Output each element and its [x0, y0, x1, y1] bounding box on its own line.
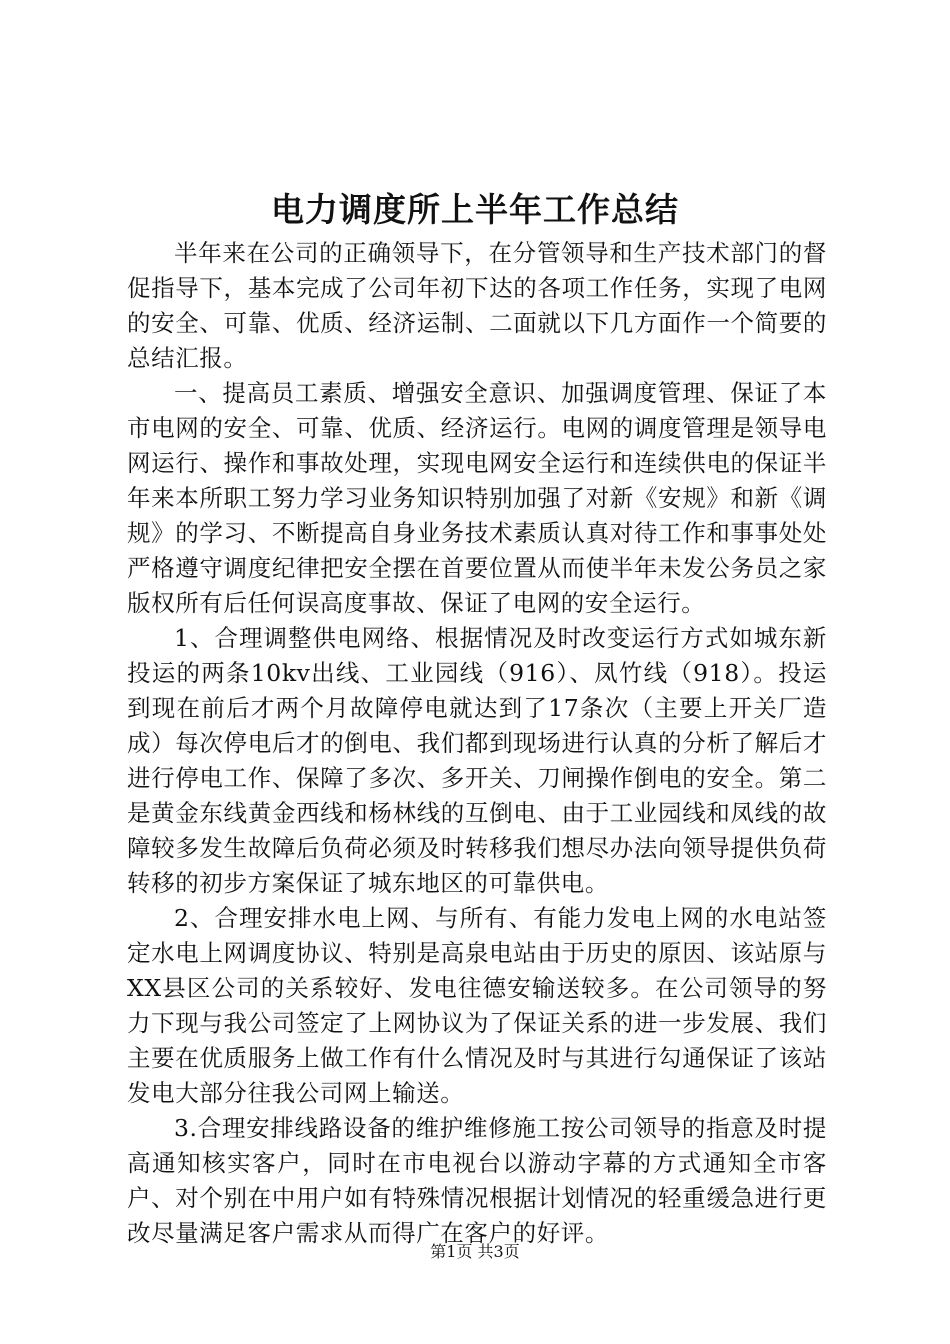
- document-body: [127, 236, 827, 1251]
- paragraph-section-1: 一、提高员工素质、增强安全意识、加强调度管理、保证了本市电网的安全、可靠、优质、经济运行。电网的调度管理是领导电网运行、操作和事故处理，实现电网安全运行和连续供电的保证半年来本所职工努力学习业务知识特别加强了对新《安规》和新《调规》的学习、不断提高自身业务技术素质认真对待工作和事事处处严格遵守调度纪律把安全摆在首要位置从而使半年未发公务员之家版权所有后任何误高度事故、保证了电网的安全运行。: [127, 379, 827, 617]
- paragraph-item-2: 2、合理安排水电上网、与所有、有能力发电上网的水电站签定水电上网调度协议、特别是高泉电站由于历史的原因、该站原与XX县区公司的关系较好、发电往德安输送较多。在公司领导的努力下现与我公司签定了上网协议为了保证关系的进一步发展、我们主要在优质服务上做工作有什么情况及时与其进行勾通保证了该站发电大部分往我公司网上输送。: [127, 904, 827, 1107]
- document-title: 电力调度所上半年工作总结: [271, 190, 679, 229]
- paragraph-item-1: 1、合理调整供电网络、根据情况及时改变运行方式如城东新投运的两条10kv出线、工业园线（916）、凤竹线（918）。投运到现在前后才两个月故障停电就达到了17条次（主要上开关厂造成）每次停电后才的倒电、我们都到现场进行认真的分析了解后才进行停电工作、保障了多次、多开关、刀闸操作倒电的安全。第二是黄金东线黄金西线和杨林线的互倒电、由于工业园线和凤线的故障较多发生故障后负荷必须及时转移我们想尽办法向领导提供负荷转移的初步方案保证了城东地区的可靠供电。: [127, 624, 827, 897]
- page-footer: 第1页 共3页: [430, 1242, 520, 1261]
- paragraph-intro: 半年来在公司的正确领导下，在分管领导和生产技术部门的督促指导下，基本完成了公司年初下达的各项工作任务，实现了电网的安全、可靠、优质、经济运制、二面就以下几方面作一个简要的总结汇报。: [127, 239, 827, 372]
- paragraph-item-3: 3.合理安排线路设备的维护维修施工按公司领导的指意及时提高通知核实客户，同时在市电视台以游动字幕的方式通知全市客户、对个别在中用户如有特殊情况根据计划情况的轻重缓急进行更改尽量满足客户需求从而得广在客户的好评。: [127, 1114, 827, 1247]
